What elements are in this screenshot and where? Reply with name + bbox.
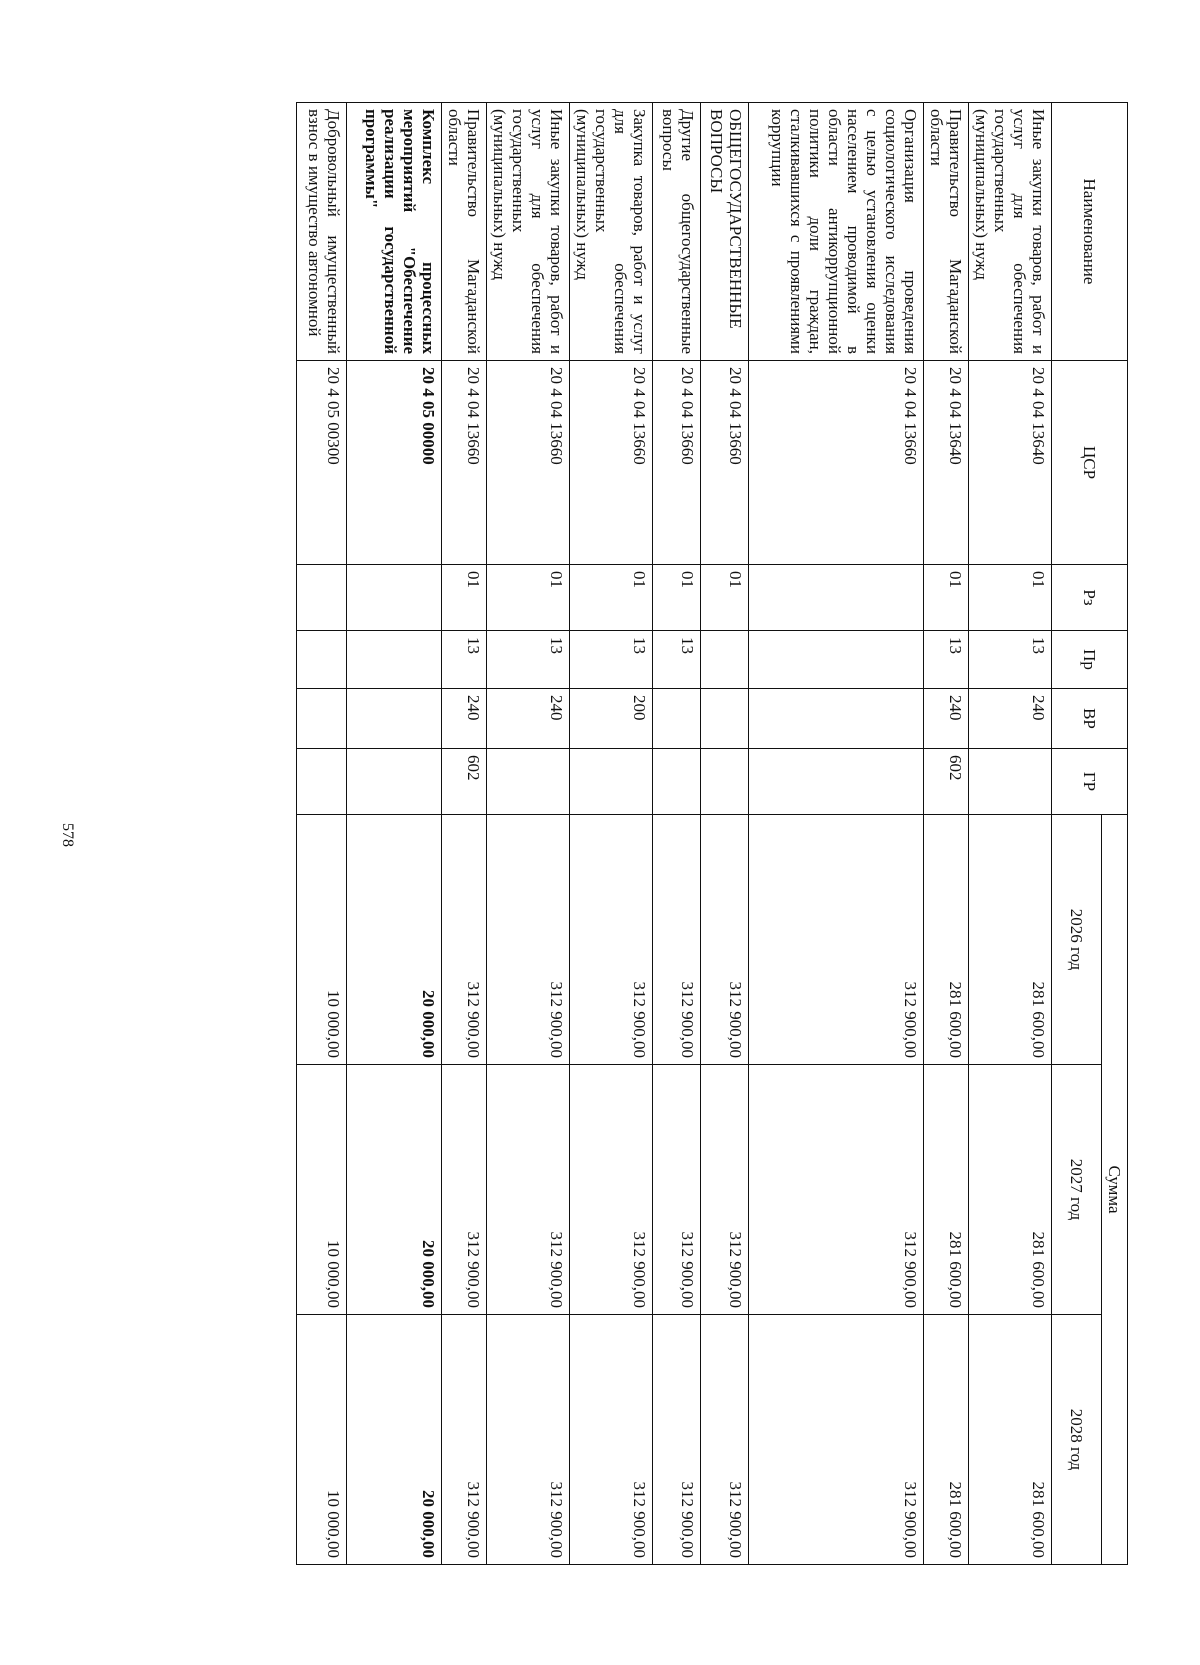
cell-gr	[653, 749, 701, 815]
cell-vr	[297, 689, 347, 749]
cell-y2026: 20 000,00	[347, 815, 442, 1065]
cell-y2027: 312 900,00	[653, 1065, 701, 1315]
cell-pr: 13	[442, 631, 487, 689]
cell-csr: 20 4 04 13640	[969, 361, 1052, 565]
cell-csr: 20 4 04 13640	[924, 361, 969, 565]
cell-y2026: 281 600,00	[924, 815, 969, 1065]
cell-y2027: 10 000,00	[297, 1065, 347, 1315]
cell-gr: 602	[442, 749, 487, 815]
cell-y2027: 312 900,00	[749, 1065, 924, 1315]
cell-csr: 20 4 04 13660	[749, 361, 924, 565]
cell-vr: 240	[969, 689, 1052, 749]
cell-pr	[701, 631, 749, 689]
cell-y2026: 312 900,00	[570, 815, 653, 1065]
cell-y2026: 312 900,00	[487, 815, 570, 1065]
cell-y2028: 10 000,00	[297, 1315, 347, 1565]
cell-vr	[347, 689, 442, 749]
cell-rz: 01	[570, 565, 653, 631]
cell-y2027: 312 900,00	[442, 1065, 487, 1315]
cell-rz: 01	[701, 565, 749, 631]
cell-rz	[297, 565, 347, 631]
cell-gr	[749, 749, 924, 815]
cell-name: Добровольный имущественный взнос в имущество автономной	[297, 103, 347, 361]
header-pr: Пр	[1052, 631, 1128, 689]
cell-rz	[347, 565, 442, 631]
cell-csr: 20 4 04 13660	[701, 361, 749, 565]
header-sum: Сумма	[1102, 815, 1128, 1565]
cell-rz: 01	[969, 565, 1052, 631]
cell-y2026: 312 900,00	[701, 815, 749, 1065]
header-csr: ЦСР	[1052, 361, 1128, 565]
cell-gr	[347, 749, 442, 815]
cell-vr: 200	[570, 689, 653, 749]
cell-y2026: 312 900,00	[653, 815, 701, 1065]
cell-name: Иные закупки товаров, работ и услуг для обеспечения государственных (муниципальных) нужд	[969, 103, 1052, 361]
cell-gr	[297, 749, 347, 815]
cell-pr	[347, 631, 442, 689]
cell-csr: 20 4 04 13660	[570, 361, 653, 565]
cell-y2027: 281 600,00	[969, 1065, 1052, 1315]
table-row	[969, 103, 1052, 1565]
header-gr: ГР	[1052, 749, 1128, 815]
cell-y2028: 281 600,00	[924, 1315, 969, 1565]
cell-csr: 20 4 05 00300	[297, 361, 347, 565]
cell-y2026: 312 900,00	[749, 815, 924, 1065]
table-row	[297, 103, 347, 1565]
cell-pr	[297, 631, 347, 689]
cell-rz: 01	[442, 565, 487, 631]
page-number: 578	[59, 823, 76, 847]
cell-y2028: 281 600,00	[969, 1315, 1052, 1565]
cell-y2027: 312 900,00	[701, 1065, 749, 1315]
cell-y2028: 312 900,00	[442, 1315, 487, 1565]
cell-name: Комплекс процессных мероприятий "Обеспечение реализации государственной программы"	[347, 103, 442, 361]
cell-name: Иные закупки товаров, работ и услуг для обеспечения государственных (муниципальных) нужд	[487, 103, 570, 361]
table-row	[487, 103, 570, 1565]
cell-vr	[749, 689, 924, 749]
table-row	[347, 103, 442, 1565]
cell-y2028: 312 900,00	[701, 1315, 749, 1565]
cell-y2028: 312 900,00	[570, 1315, 653, 1565]
table-row	[570, 103, 653, 1565]
cell-name: Правительство Магаданской области	[442, 103, 487, 361]
cell-y2027: 312 900,00	[487, 1065, 570, 1315]
cell-y2028: 312 900,00	[749, 1315, 924, 1565]
cell-y2027: 20 000,00	[347, 1065, 442, 1315]
header-2027: 2027 год	[1052, 1065, 1102, 1315]
cell-pr: 13	[487, 631, 570, 689]
cell-pr: 13	[570, 631, 653, 689]
cell-y2028: 312 900,00	[653, 1315, 701, 1565]
rotated-page	[158, 102, 1128, 1564]
cell-csr: 20 4 04 13660	[487, 361, 570, 565]
cell-y2028: 312 900,00	[487, 1315, 570, 1565]
table-body	[297, 103, 1052, 1565]
table-row	[749, 103, 924, 1565]
cell-gr	[701, 749, 749, 815]
cell-y2027: 312 900,00	[570, 1065, 653, 1315]
cell-vr: 240	[924, 689, 969, 749]
table-row	[701, 103, 749, 1565]
header-2026: 2026 год	[1052, 815, 1102, 1065]
header-name: Наименование	[1052, 103, 1128, 361]
cell-y2027: 281 600,00	[924, 1065, 969, 1315]
cell-y2026: 312 900,00	[442, 815, 487, 1065]
cell-pr: 13	[924, 631, 969, 689]
cell-csr: 20 4 04 13660	[442, 361, 487, 565]
cell-csr: 20 4 05 00000	[347, 361, 442, 565]
cell-y2026: 10 000,00	[297, 815, 347, 1065]
cell-rz: 01	[924, 565, 969, 631]
budget-table	[296, 102, 1128, 1565]
cell-gr	[570, 749, 653, 815]
cell-pr: 13	[653, 631, 701, 689]
header-rz: Рз	[1052, 565, 1128, 631]
table-row	[924, 103, 969, 1565]
cell-pr: 13	[969, 631, 1052, 689]
cell-name: Закупка товаров, работ и услуг для обеспечения государственных (муниципальных) нужд	[570, 103, 653, 361]
table-row	[442, 103, 487, 1565]
cell-rz: 01	[487, 565, 570, 631]
cell-csr: 20 4 04 13660	[653, 361, 701, 565]
cell-name: Организация проведения социологического исследования с целью установления оценки населением проводимой в области антикоррупционной политики доли граждан, сталкивавшихся с проявлениями коррупции	[749, 103, 924, 361]
cell-vr: 240	[487, 689, 570, 749]
header-vr: ВР	[1052, 689, 1128, 749]
table-row	[653, 103, 701, 1565]
cell-vr: 240	[442, 689, 487, 749]
cell-rz	[749, 565, 924, 631]
cell-name: Другие общегосударственные вопросы	[653, 103, 701, 361]
cell-y2028: 20 000,00	[347, 1315, 442, 1565]
cell-pr	[749, 631, 924, 689]
cell-name: ОБЩЕГОСУДАРСТВЕННЫЕ ВОПРОСЫ	[701, 103, 749, 361]
cell-vr	[701, 689, 749, 749]
cell-vr	[653, 689, 701, 749]
header-2028: 2028 год	[1052, 1315, 1102, 1565]
cell-rz: 01	[653, 565, 701, 631]
cell-gr	[969, 749, 1052, 815]
cell-name: Правительство Магаданской области	[924, 103, 969, 361]
cell-y2026: 281 600,00	[969, 815, 1052, 1065]
cell-gr	[487, 749, 570, 815]
cell-gr: 602	[924, 749, 969, 815]
